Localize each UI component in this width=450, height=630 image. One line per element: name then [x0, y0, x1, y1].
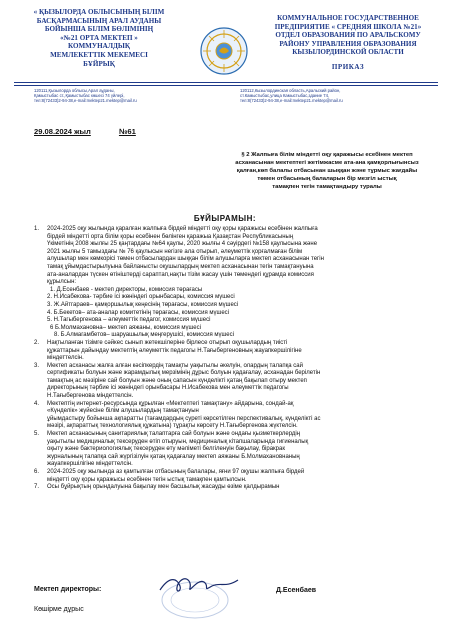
body-line-text: бірдей міндетті орта білім қоры есебінен бөлінген қаражыа Қазақстан Республикасының [47, 233, 294, 240]
body-line-text: Осы бұйрықтың орындалуына бақылау мен басшылық жасауды өзіме қалдырамын [47, 484, 280, 491]
item-number: 1. [34, 226, 40, 232]
body-line [34, 272, 442, 280]
item-number: 6. [34, 469, 40, 475]
address-right-line: ст.Камыстыбас,улица Камыстыбас,здание 74, [240, 93, 330, 99]
body-line-text: міндетті оқу қоры қаражысы есебінен тегін ыстық тамақпен қамтылсын. [47, 476, 247, 483]
header-right-line: ОТДЕЛ ОБРАЗОВАНИЯ ПО АРАЛЬСКОМУ [275, 31, 421, 40]
order-date-number [34, 127, 136, 136]
title-line: қалған,көп балалы отбасынан шыққан және тұрмыс жағдайы [236, 168, 418, 174]
order-label-russian: ПРИКАЗ [331, 62, 365, 71]
body-line-text: 2021 жылғы 5 тамыздағы № 76 қаулысын негізге ала отырып, әлеуметтік қорғалмаған білім [47, 248, 303, 255]
item-number: 7. [34, 484, 40, 491]
title-line: § 2 Жалпыға білім міндетті оқу қаражысы есебінен мектеп [241, 152, 413, 158]
address-right-line: тел:8(72433)2-94-38,e-mail:mektep21.mektep@mail.ru [240, 98, 343, 104]
body-line [34, 317, 442, 325]
body-line-text: құрылсын: [47, 279, 77, 286]
header-left-line: БОЙЫНША БІЛІМ БӨЛІМІНІҢ [44, 25, 154, 34]
address-left-line: тел:8(72433)2-94-38,e-mail:mektep21.mektep@mail.ru [34, 98, 137, 104]
body-line-text: Үкіметінің 2008 жылғы 25 қаңтардағы №64 қаулы, 2020 жылғы 4 сәуірдегі №158 қаулысына және [47, 241, 318, 248]
body-line [34, 355, 442, 363]
body-line [34, 393, 442, 401]
body-line-text: журналының талапқа сай жүргізілуін қатаң қадағалау мектеп аяжаны Б.Молмахановнаның [47, 453, 300, 460]
body-line-text: сертификаты болуын және жарамдылық мерзімінің дұрыс болуын қадағалау, асханадан берілетін [47, 370, 321, 377]
body-line-text: Мектеп асханасы жалға алған кәсіпкердің тамақты уақытылы әкелуін, олардың талапқа сай [47, 362, 303, 369]
state-emblem-icon [199, 26, 249, 76]
body-line [34, 446, 442, 454]
item-number: 2. [34, 339, 40, 346]
body-line-text: Н.Тағыбергенова міндеттелсін. [47, 393, 134, 400]
body-line [34, 461, 442, 469]
body-line-text: ұйымдастыру бойынша ақпаратты (тағамдардың суреті көрсетілген перспективалық, күнделікті ас [47, 415, 321, 422]
handwritten-signature-icon [154, 572, 244, 598]
body-line-text: 6 Б.Молмахановна– мектеп аяжаны, комиссия мүшесі [50, 324, 201, 331]
header-left-line: БАСҚАРМАСЫНЫҢ АРАЛ АУДАНЫ [36, 16, 162, 25]
body-line-text: оқыту және бактериологиялық тексеруден өту мәліметі белгіленуін бақылау, біракрак [47, 446, 285, 453]
body-line-text: 2024-2025 оқу жылында қаралған жалпыға бірдей міндетті оқу қоры қаражысы есебінен жалпыға [47, 226, 318, 232]
body-line-text: 8. Б.Алмагамбетов– шаруашылық меңгерушісі, комиссия мүшесі [54, 332, 234, 339]
body-line [34, 302, 442, 310]
body-line [34, 332, 442, 340]
header-left-line: БҰЙРЫҚ [83, 59, 115, 68]
body-line-text: уақытылы медициналық тексеруден өтіп отыруын, медициналық кітапшаларында гигиеналық [47, 438, 309, 445]
header-left-line: КОММУНАЛДЫҚ [68, 42, 130, 51]
header-left-line: « ҚЫЗЫЛОРДА ОБЛЫСЫНЫҢ БІЛІМ [33, 8, 165, 16]
address-left [34, 88, 194, 104]
body-line-text: құжаттарын дайындау мектептің әлеуметтік педагогы Н.Тағыбергеновның жауапкершілігіне [47, 347, 302, 354]
body-line-text: Нақтыланған тізімге сәйкес сынып жетекшілеріне бірлесе отырып оқушылардың тиісті [47, 339, 288, 346]
body-line [34, 378, 442, 386]
body-line-text: міндеттелсін. [47, 355, 84, 362]
body-line [34, 325, 442, 333]
body-line-text: жауапкершілігіне міндеттелсін. [47, 461, 133, 468]
body-line-text: 5. Н.Тагыбергенова – әлеуметтік педагог, комиссия мүшесі [47, 317, 211, 324]
body-line [34, 416, 442, 424]
header-left-line: МЕМЛЕКЕТТІК МЕКЕМЕСІ [50, 50, 148, 59]
body-line [34, 287, 442, 295]
body-line [34, 439, 442, 447]
title-line: асханасынан мектептегі жетімжасме ата-ана қамқорлығынсыз [235, 160, 419, 166]
header-left-line: «№21 ОРТА МЕКТЕП » [60, 33, 138, 42]
body-line [34, 363, 442, 371]
body-line [34, 370, 442, 378]
body-line [34, 423, 442, 431]
body-line-text: директорының тәрбие ісі жөніндегі орынбасары Н.Исабекова мен әлеуметтік педагогы [47, 385, 289, 392]
title-line: тамақпен тегін тамақтандыру туралы [272, 184, 382, 190]
item-number: 4. [34, 400, 40, 407]
order-body [34, 226, 442, 492]
body-line [34, 226, 442, 234]
signature-role: Мектеп директоры: [34, 586, 102, 593]
body-line [34, 256, 442, 264]
address-right-line: 120112,Кызылординская область,Аральский район, [240, 88, 341, 93]
header-right-russian [258, 14, 438, 72]
body-line-text: 2. Н.Исабекова- тәрбие ісі жөніндегі орынбасары, комиссия мүшесі [47, 294, 235, 301]
body-line-text: Мектеп асханасының санитариялық талаптарға сай болуын және ондағы қызметкерлердің [47, 431, 301, 438]
order-title [214, 151, 440, 191]
address-left-line: 120111,Қызылорда облысы,Арал ауданы, [34, 88, 115, 93]
address-right [240, 88, 420, 104]
body-line-text: 1. Д.Есенбаев - мектеп директоры, комиссия төрағасы [50, 286, 203, 293]
order-date: 29.08.2024 жыл [34, 127, 91, 136]
signature-name: Д.Есенбаев [276, 587, 317, 594]
body-line-text: 4. Б.Бекетов– ата-аналар комитетінің төрағасы, комиссия мүшесі [47, 309, 229, 316]
body-line [34, 385, 442, 393]
body-line [34, 348, 442, 356]
body-line-text: Мектептің интернет-ресурсында құрылған «Мектептегі тамақтану» айдарына, сондай-ақ [47, 400, 294, 407]
body-line-text: 3. Ж.Айтгараев– қамқоршылық кеңесінің төрағасы, комиссия мүшесі [47, 301, 239, 308]
copy-note: Көшірме дұрыс [34, 606, 84, 613]
body-line-text: ата-аналардан түскен өтініштерді сараптап,нақты тізім жасау үшін төмендегі құрамда комиссия [47, 271, 314, 278]
header-left-kazakh [14, 8, 184, 68]
body-line-text: «Күнделік» жүйесіне білім алушылардың тамақтануын [47, 408, 199, 415]
body-line-text: 2024-2025 оқу жылында аз қамтылған отбасының балалары, яғни 97 оқушы жалпыға бірдей [47, 469, 305, 475]
body-line [34, 279, 442, 287]
body-line [34, 484, 442, 492]
body-line-text: тамақтың ас мәзіріне сай болуын және оның сапасын күнделікті қатаң бақылап отыру мектеп [47, 377, 307, 384]
header-right-line: ПРЕДПРИЯТИЕ « СРЕДНЯЯ ШКОЛА №21» [274, 22, 422, 31]
body-line [34, 264, 442, 272]
body-line [34, 469, 442, 477]
command-word: БҰЙЫРАМЫН: [193, 214, 257, 223]
body-line-text: мәзірі, ақпараттық технологиялық құжатына) тұрақты көрсету Н.Тағыбергенова жүктелсін. [47, 423, 298, 430]
body-line [34, 408, 442, 416]
address-left-line: Қамыстыбас ст.,Қамыстыбас көшесі 74 үйлері, [34, 93, 125, 99]
header-divider-bottom [14, 85, 438, 86]
header-divider-top [14, 82, 438, 83]
header-right-line: КЫЗЫЛОРДИНСКОЙ ОБЛАСТИ [292, 48, 404, 57]
order-number: №61 [118, 127, 136, 136]
body-line [34, 454, 442, 462]
body-line [34, 310, 442, 318]
body-line [34, 294, 442, 302]
header-right-line: КОММУНАЛЬНОЕ ГОСУДАРСТВЕННОЕ [277, 14, 419, 22]
body-line-text: тамақ ұйымдастырылуына байланысты оқушылардың мектеп асханасынан тегін тамақтануына [47, 263, 314, 270]
title-line: төмен отбасының балаларын бір мезгіл ыстық [257, 176, 397, 182]
body-line [34, 340, 442, 348]
item-number: 5. [34, 431, 40, 438]
body-line [34, 431, 442, 439]
body-line [34, 241, 442, 249]
body-line [34, 249, 442, 257]
item-number: 3. [34, 362, 40, 369]
header-right-line: РАЙОНУ УПРАВЛЕНИЯ ОБРАЗОВАНИЯ [279, 39, 417, 48]
body-line-text: алушылар мен көмкорісі төмен отбасылардан шыққан білім алушыларға мектеп асханасынан тегін [47, 256, 324, 263]
